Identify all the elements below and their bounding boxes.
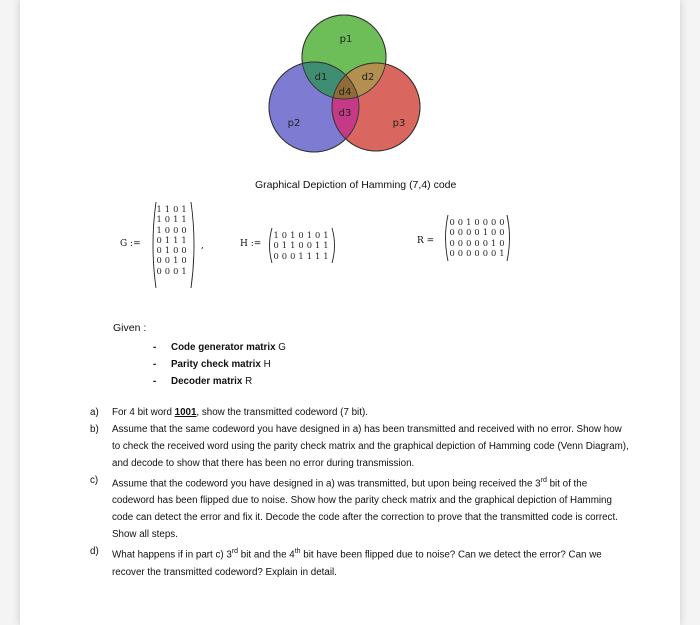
matrix-cell: 0	[482, 217, 488, 227]
matrix-h	[272, 230, 330, 261]
matrix-cell: 0	[499, 217, 505, 227]
matrix-row	[272, 251, 330, 261]
matrix-cell: 0	[164, 265, 171, 276]
matrix-cell: 0	[281, 250, 288, 261]
label-d2: d2	[361, 72, 375, 83]
matrix-cell: 0	[181, 224, 187, 235]
matrix-row	[272, 240, 330, 250]
matrix-cell: 0	[273, 240, 279, 251]
given-item: - Parity check matrix H	[153, 359, 271, 370]
matrix-cell: 0	[156, 255, 162, 266]
matrix-cell: 0	[164, 224, 171, 235]
matrix-row	[155, 204, 188, 214]
matrix-row	[448, 227, 506, 237]
matrix-cell: 0	[306, 240, 312, 251]
matrix-cell: 0	[156, 234, 162, 245]
matrix-g-separator: ,	[201, 241, 204, 251]
question-list	[90, 404, 630, 581]
matrix-cell: 1	[181, 265, 187, 276]
question-b: b) Assume that the same codeword you have designed in a) has been transmitted and received with no error. Show how to check the received word using the parity check matrix and the graphical depiction of Hamming code (Venn Diagram), and decode to show that there has been no error during transmission.	[90, 421, 630, 472]
matrix-cell: 0	[314, 230, 321, 240]
matrix-cell: 0	[298, 240, 304, 251]
matrix-cell: 0	[273, 250, 279, 261]
matrix-cell: 0	[164, 214, 171, 225]
matrix-row	[155, 266, 188, 276]
matrix-r	[448, 217, 506, 258]
matrix-cell: 0	[290, 250, 296, 261]
matrix-cell: 0	[449, 237, 455, 248]
given-list	[153, 339, 286, 390]
question-d: d) What happens if in part c) 3rd bit and the 4th bit have been flipped due to noise? Can we detect the error? Can we recover the transmitted codeword? Explain in detail.	[90, 543, 630, 580]
matrix-cell: 1	[173, 255, 179, 266]
label-p3: p3	[392, 118, 406, 129]
matrix-row	[272, 230, 330, 240]
matrix-cell: 1	[490, 237, 497, 248]
matrix-h-label: H :=	[240, 239, 262, 249]
matrix-row	[155, 225, 188, 235]
matrix-cell: 0	[466, 237, 472, 248]
matrix-cell: 1	[323, 230, 329, 240]
matrix-cell: 0	[173, 204, 179, 214]
matrix-row	[448, 238, 506, 248]
matrix-cell: 1	[323, 240, 329, 251]
question-b-label: b)	[90, 424, 99, 435]
matrix-cell: 0	[457, 227, 464, 238]
matrix-cell: 0	[281, 230, 288, 240]
matrix-cell: 1	[173, 214, 179, 225]
matrix-cell: 1	[290, 240, 296, 251]
matrix-cell: 0	[482, 237, 488, 248]
matrix-cell: 0	[181, 255, 187, 266]
matrix-cell: 0	[156, 245, 162, 256]
matrix-cell: 1	[306, 250, 312, 261]
label-d1: d1	[314, 72, 328, 83]
matrix-cell: 0	[474, 247, 480, 258]
matrix-row	[448, 217, 506, 227]
matrix-cell: 1	[281, 240, 288, 251]
matrix-cell: 0	[156, 265, 162, 276]
question-d-label: d)	[90, 546, 99, 558]
matrix-cell: 0	[482, 247, 488, 258]
matrix-cell: 0	[499, 237, 505, 248]
matrix-cell: 0	[474, 237, 480, 248]
matrix-cell: 0	[466, 227, 472, 238]
matrix-cell: 1	[499, 247, 505, 258]
matrix-cell: 0	[164, 255, 171, 266]
matrix-cell: 0	[457, 237, 464, 248]
matrix-cell: 1	[466, 217, 472, 227]
matrix-cell: 0	[490, 227, 497, 238]
question-a: a) For 4 bit word 1001, show the transmitted codeword (7 bit).	[90, 404, 630, 421]
label-p2: p2	[287, 118, 301, 129]
matrix-cell: 0	[457, 217, 464, 227]
matrix-cell: 1	[156, 204, 162, 214]
label-p1: p1	[339, 34, 353, 45]
matrix-cell: 1	[156, 224, 162, 235]
matrix-cell: 0	[181, 245, 187, 256]
matrix-cell: 0	[499, 227, 505, 238]
matrix-cell: 0	[173, 224, 179, 235]
matrix-cell: 1	[306, 230, 312, 240]
matrix-g	[155, 204, 188, 276]
matrix-cell: 1	[164, 245, 171, 256]
matrix-cell: 1	[173, 234, 179, 245]
matrix-h-right-paren	[331, 227, 338, 264]
matrix-cell: 0	[490, 247, 497, 258]
given-label: Given :	[113, 322, 147, 334]
matrix-cell: 1	[273, 230, 279, 240]
venn-diagram	[265, 8, 425, 168]
matrix-cell: 0	[457, 247, 464, 258]
matrix-cell: 1	[298, 250, 304, 261]
matrix-cell: 0	[474, 217, 480, 227]
label-d3: d3	[338, 108, 352, 119]
matrix-cell: 0	[173, 245, 179, 256]
matrix-cell: 0	[449, 247, 455, 258]
matrix-row	[448, 248, 506, 258]
matrix-cell: 1	[314, 250, 321, 261]
matrix-cell: 0	[490, 217, 497, 227]
matrix-row	[155, 255, 188, 265]
matrix-cell: 0	[466, 247, 472, 258]
matrix-r-right-paren	[506, 214, 513, 262]
matrix-cell: 0	[173, 265, 179, 276]
question-c-label: c)	[90, 475, 99, 486]
given-item: - Code generator matrix G	[153, 342, 286, 353]
matrix-g-label: G :=	[120, 239, 141, 249]
figure-caption: Graphical Depiction of Hamming (7,4) code	[255, 179, 457, 191]
matrix-cell: 1	[323, 250, 329, 261]
matrix-cell: 0	[449, 227, 455, 238]
matrix-cell: 1	[164, 234, 171, 245]
matrix-cell: 1	[314, 240, 321, 251]
matrix-cell: 1	[181, 214, 187, 225]
given-item: - Decoder matrix R	[153, 376, 253, 387]
word-1001: 1001	[174, 407, 197, 418]
matrix-r-label: R =	[417, 236, 435, 246]
question-a-label: a)	[90, 407, 99, 418]
matrix-g-right-paren	[190, 201, 198, 289]
matrix-cell: 1	[482, 227, 488, 238]
matrix-row	[155, 245, 188, 255]
matrix-cell: 1	[164, 204, 171, 214]
document-page	[20, 0, 680, 625]
matrix-cell: 1	[181, 204, 187, 214]
matrix-cell: 0	[298, 230, 304, 240]
question-c: c) Assume that the codeword you have designed in a) was transmitted, but upon being received the 3rd bit of the codeword has been flipped due to noise. Show how the parity check matrix and the graphical depiction of Hamming code can detect the error and fix it. Decode the code after the correction to prove that the transmitted code is correct. Show all steps.	[90, 472, 630, 543]
matrix-cell: 1	[290, 230, 296, 240]
label-d4: d4	[338, 87, 352, 98]
matrix-row	[155, 235, 188, 245]
matrix-cell: 0	[449, 217, 455, 227]
matrix-cell: 0	[474, 227, 480, 238]
matrix-cell: 1	[181, 234, 187, 245]
matrix-row	[155, 214, 188, 224]
matrix-cell: 1	[156, 214, 162, 225]
